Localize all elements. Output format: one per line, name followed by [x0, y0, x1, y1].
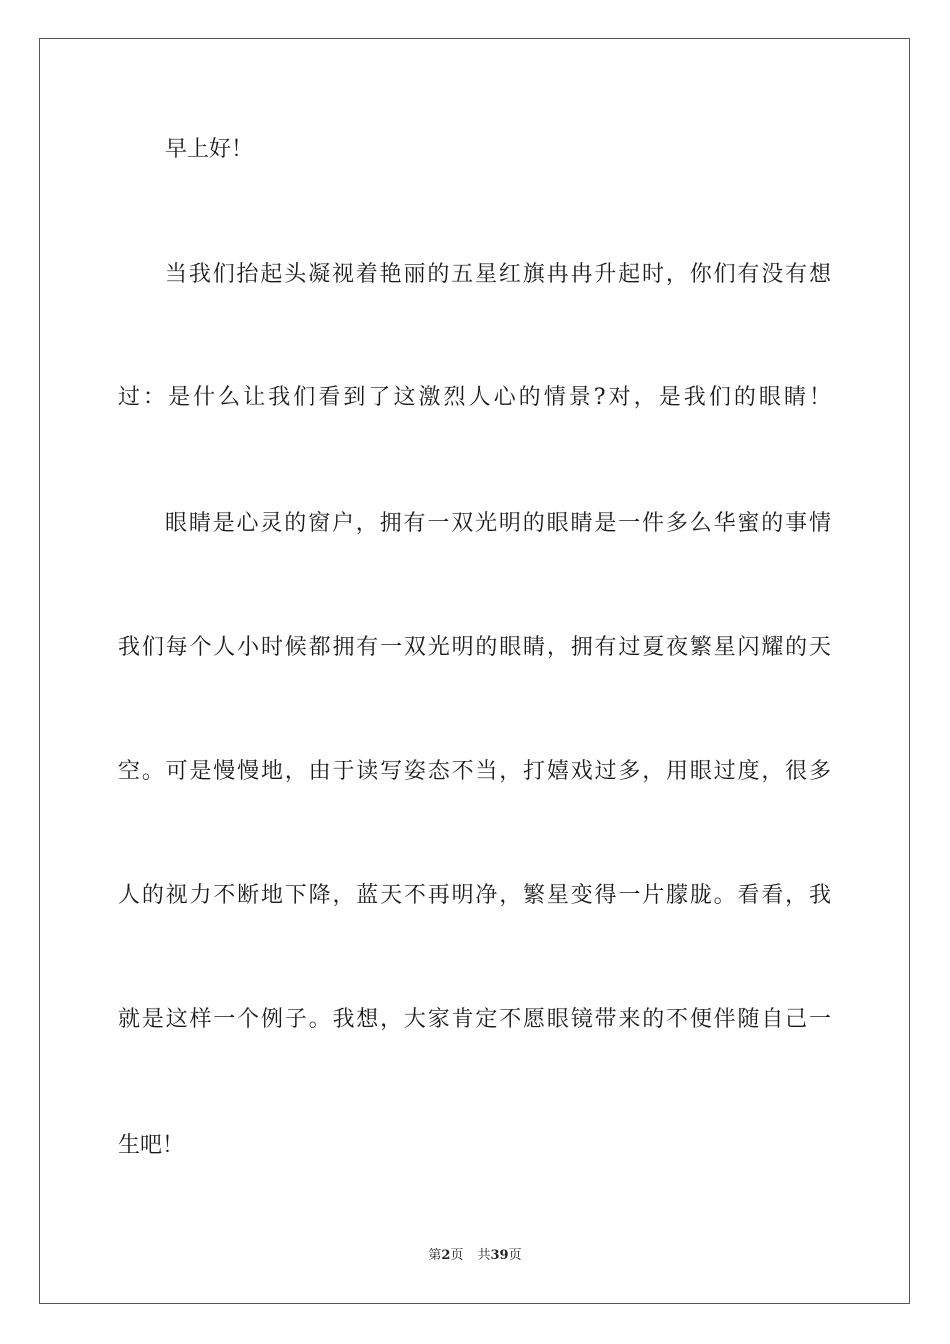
paragraph-line: 过：是什么让我们看到了这激烈人心的情景?对，是我们的眼睛！	[118, 385, 831, 410]
current-page-number: 2	[441, 1248, 451, 1263]
total-page-count: 39	[490, 1248, 509, 1263]
paragraph-line: 我们每个人小时候都拥有一双光明的眼睛，拥有过夏夜繁星闪耀的天	[118, 635, 831, 660]
paragraph-line: 当我们抬起头凝视着艳丽的五星红旗冉冉升起时，你们有没有想	[165, 262, 831, 287]
greeting-line: 早上好！	[165, 137, 254, 162]
paragraph-line: 生吧！	[118, 1133, 185, 1158]
page-suffix: 页	[450, 1248, 464, 1263]
total-prefix: 共	[477, 1248, 491, 1263]
total-suffix: 页	[508, 1248, 522, 1263]
page-prefix: 第	[428, 1248, 442, 1263]
paragraph-line: 空。可是慢慢地，由于读写姿态不当，打嬉戏过多，用眼过度，很多	[118, 759, 831, 784]
page-footer	[0, 1247, 950, 1265]
page-border	[39, 38, 910, 1304]
paragraph-line: 眼睛是心灵的窗户，拥有一双光明的眼睛是一件多么华蜜的事情	[165, 511, 831, 536]
paragraph-line: 就是这样一个例子。我想，大家肯定不愿眼镜带来的不便伴随自己一	[118, 1007, 831, 1032]
paragraph-line: 人的视力不断地下降，蓝天不再明净，繁星变得一片朦胧。看看，我	[118, 883, 831, 908]
